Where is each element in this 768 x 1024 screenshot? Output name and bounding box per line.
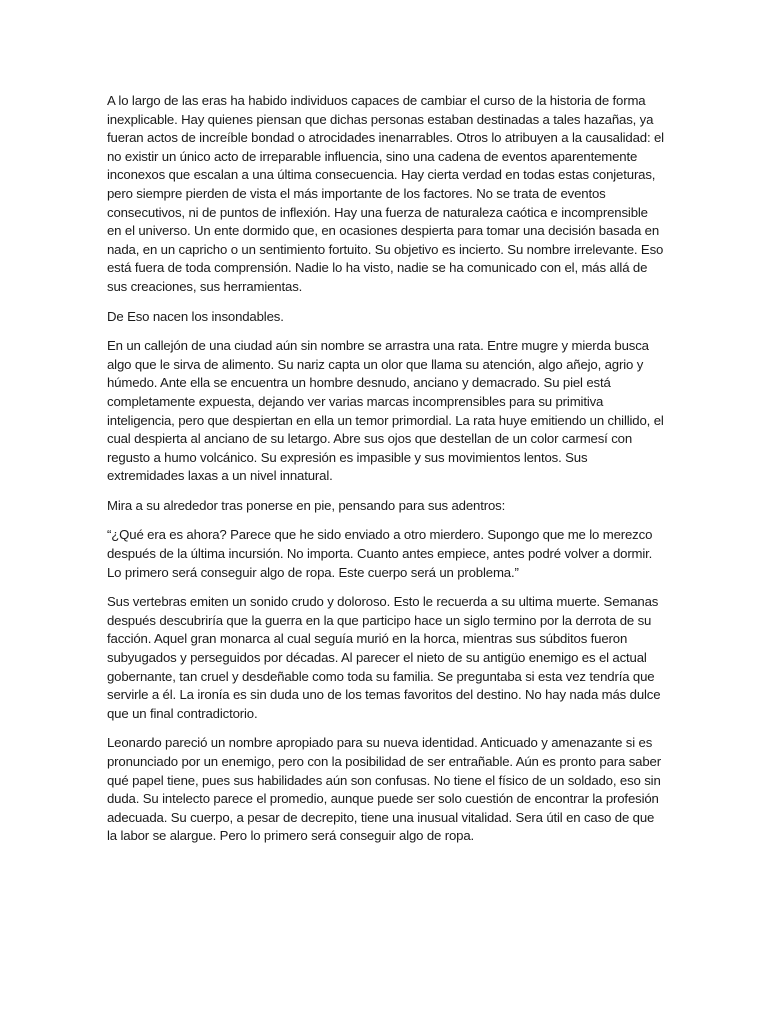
paragraph-1: A lo largo de las eras ha habido individuos capaces de cambiar el curso de la historia de forma inexplicable. Hay quienes piensan que dichas personas estaban destinadas a tales hazañas, ya fueran actos de increíble bondad o atrocidades inenarrables. Otros lo atribuyen a la causalidad: el no existir un único acto de irreparable influencia, sino una cadena de eventos aparentemente inconexos que escalan a una última consecuencia. Hay cierta verdad en todas estas conjeturas, pero siempre pierden de vista el más importante de los factores. No se trata de eventos consecutivos, ni de puntos de inflexión. Hay una fuerza de naturaleza caótica e incomprensible en el universo. Un ente dormido que, en ocasiones despierta para tomar una decisión basada en nada, en un capricho o un sentimiento fortuito. Su objetivo es incierto. Su nombre irrelevante. Eso está fuera de toda comprensión. Nadie lo ha visto, nadie se ha comunicado con el, más allá de sus creaciones, sus herramientas. <box>107 93 664 294</box>
paragraph-6: Sus vertebras emiten un sonido crudo y doloroso. Esto le recuerda a su ultima muerte. Semanas después descubriría que la guerra en la que participo hace un siglo termino por la derrota de su facción. Aquel gran monarca al cual seguía murió en la horca, mientras sus súbditos fueron subyugados y perseguidos por décadas. Al parecer el nieto de su antigüo enemigo es el actual gobernante, tan cruel y desdeñable como toda su familia. Se preguntaba si esta vez tendría que servirle a él. La ironía es sin duda uno de los temas favoritos del destino. No hay nada más dulce que un final contradictorio. <box>107 594 661 721</box>
paragraph-3: En un callejón de una ciudad aún sin nombre se arrastra una rata. Entre mugre y mierda busca algo que le sirva de alimento. Su nariz capta un olor que llama su atención, algo añejo, agrio y húmedo. Ante ella se encuentra un hombre desnudo, anciano y demacrado. Su piel está completamente expuesta, dejando ver varias marcas incomprensibles para su primitiva inteligencia, pero que despiertan en ella un temor primordial. La rata huye emitiendo un chillido, el cual despierta al anciano de su letargo. Abre sus ojos que destellan de un color carmesí con regusto a humo volcánico. Su expresión es impasible y sus movimientos lentos. Sus extremidades laxas a un nivel innatural. <box>107 338 664 484</box>
paragraph-7: Leonardo pareció un nombre apropiado para su nueva identidad. Anticuado y amenazante si es pronunciado por un enemigo, pero con la posibilidad de ser entrañable. Aún es pronto para saber qué papel tiene, pues sus habilidades aún son confusas. No tiene el físico de un soldado, eso sin duda. Su intelecto parece el promedio, aunque puede ser solo cuestión de encontrar la profesión adecuada. Su cuerpo, a pesar de decrepito, tiene una inusual vitalidad. Sera útil en caso de que la labor se alargue. Pero lo primero será conseguir algo de ropa. <box>107 735 661 844</box>
paragraph-5: “¿Qué era es ahora? Parece que he sido enviado a otro mierdero. Supongo que me lo merezco después de la última incursión. No importa. Cuanto antes empiece, antes podré volver a dormir. Lo primero será conseguir algo de ropa. Este cuerpo será un problema.” <box>107 527 653 580</box>
paragraph-2: De Eso nacen los insondables. <box>107 308 284 324</box>
document-body <box>107 92 664 846</box>
paragraph-4: Mira a su alrededor tras ponerse en pie, pensando para sus adentros: <box>107 497 506 513</box>
